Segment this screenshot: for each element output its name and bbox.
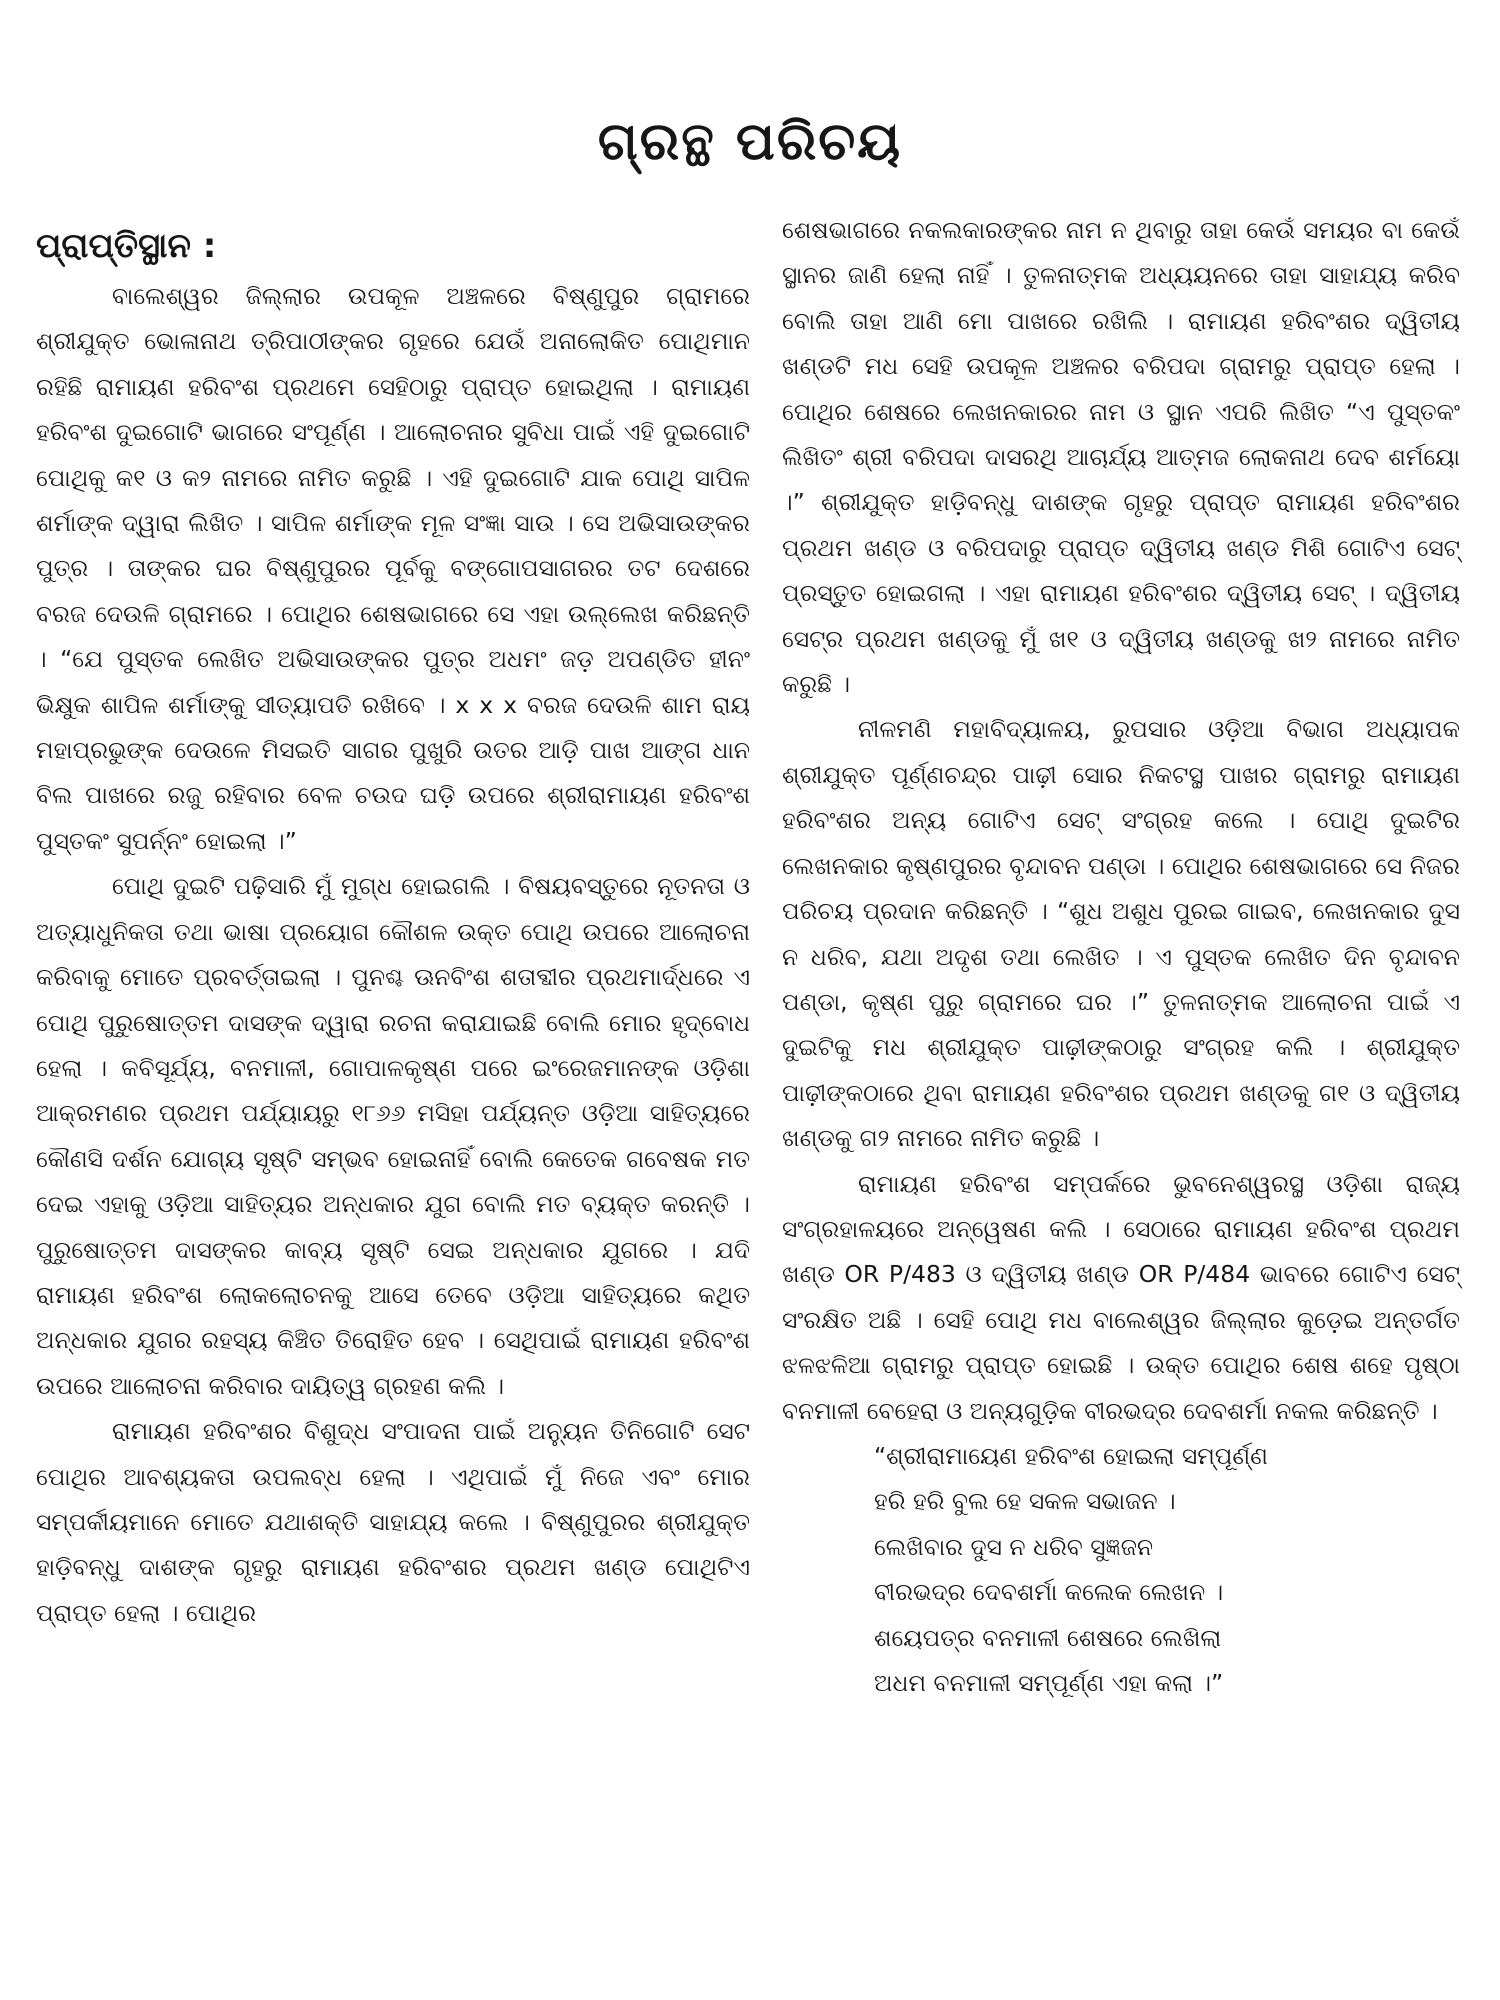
paragraph-third-set: ନୀଳମଣି ମହାବିଦ୍ୟାଳୟ, ରୁପସାର ଓଡ଼ିଆ ବିଭାଗ ଅଧ୍ୟାପକ ଶ୍ରୀଯୁକ୍ତ ପୂର୍ଣ୍ଣଚନ୍ଦ୍ର ପାଢ଼ୀ ସୋର ନିକଟସ୍ଥ ପାଖର ଗ୍ରାମରୁ ରାମାୟଣ ହରିବଂଶର ଅନ୍ୟ ଗୋଟିଏ ସେଟ୍ ସଂଗ୍ରହ କଲେ । ପୋଥି ଦୁଇଟିର ଲେଖନକାର କୃଷ୍ଣପୁରର ବୃନ୍ଦାବନ ପଣ୍ଡା । ପୋଥିର ଶେଷଭାଗରେ ସେ ନିଜର ପରିଚୟ ପ୍ରଦାନ କରିଛନ୍ତି । “ଶୁଧ ଅଶୁଧ ପୁରଇ ଗାଇବ, ଲେଖନକାର ଦୁସ ନ ଧରିବ, ଯଥା ଅଦୃଶ ତଥା ଲେଖିତ । ଏ ପୁସ୍ତକ ଲେଖିତ ଦିନ ବୃନ୍ଦାବନ ପଣ୍ଡା, କୃଷ୍ଣ ପୁରୁ ଗ୍ରାମରେ ଘର ।” ତୁଳନାତ୍ମକ ଆଲୋଚନା ପାଇଁ ଏ ଦୁଇଟିକୁ ମଧ ଶ୍ରୀଯୁକ୍ତ ପାଢ଼ୀଙ୍କଠାରୁ ସଂଗ୍ରହ କଲି । ଶ୍ରୀଯୁକ୍ତ ପାଢ଼ୀଙ୍କଠାରେ ଥିବା ରାମାୟଣ ହରିବଂଶର ପ୍ରଥମ ଖଣ୍ଡକୁ ଗ୧ ଓ ଦ୍ୱିତୀୟ ଖଣ୍ଡକୁ ଗ୨ ନାମରେ ନାମିତ କରୁଛି । bbox=[782, 715, 1460, 1153]
paragraph-motivation: ପୋଥି ଦୁଇଟି ପଢ଼ିସାରି ମୁଁ ମୁଗ୍ଧ ହୋଇଗଲି । ବିଷୟବସ୍ତୁରେ ନୂତନତା ଓ ଅତ୍ୟାଧୁନିକତା ତଥା ଭାଷା ପ୍ରୟୋଗ କୌଶଳ ଉକ୍ତ ପୋଥି ଉପରେ ଆଲୋଚନା କରିବାକୁ ମୋତେ ପ୍ରବର୍ତ୍ତାଇଲା । ପୁନଶ୍ଚ ଊନବିଂଶ ଶତାବ୍ଦୀର ପ୍ରଥମାର୍ଦ୍ଧରେ ଏ ପୋଥି ପୁରୁଷୋତ୍ତମ ଦାସଙ୍କ ଦ୍ୱାରା ରଚନା କରାଯାଇଛି ବୋଲି ମୋର ହୃଦ୍‌ବୋଧ ହେଲା । କବିସୂର୍ଯ୍ୟ, ବନମାଳୀ, ଗୋପାଳକୃଷ୍ଣ ପରେ ଇଂରେଜମାନଙ୍କ ଓଡ଼ିଶା ଆକ୍ରମଣର ପ୍ରଥମ ପର୍ଯ୍ୟାୟରୁ ୧୮୬୬ ମସିହା ପର୍ଯ୍ୟନ୍ତ ଓଡ଼ିଆ ସାହିତ୍ୟରେ କୌଣସି ଦର୍ଶନ ଯୋଗ୍ୟ ସୃଷ୍ଟି ସମ୍ଭବ ହୋଇନାହିଁ ବୋଲି କେତେକ ଗବେଷକ ମତ ଦେଇ ଏହାକୁ ଓଡ଼ିଆ ସାହିତ୍ୟର ଅନ୍ଧକାର ଯୁଗ ବୋଲି ମତ ବ୍ୟକ୍ତ କରନ୍ତି । ପୁରୁଷୋତ୍ତମ ଦାସଙ୍କର କାବ୍ୟ ସୃଷ୍ଟି ସେଇ ଅନ୍ଧକାର ଯୁଗରେ । ଯଦି ରାମାୟଣ ହରିବଂଶ ଲୋକଲୋଚନକୁ ଆସେ ତେବେ ଓଡ଼ିଆ ସାହିତ୍ୟରେ କଥିତ ଅନ୍ଧକାର ଯୁଗର ରହସ୍ୟ କିଞ୍ଚିତ ତିରୋହିତ ହେବ । ସେଥିପାଇଁ ରାମାୟଣ ହରିବଂଶ ଉପରେ ଆଲୋଚନା କରିବାର ଦାୟିତ୍ୱ ଗ୍ରହଣ କଲି । bbox=[36, 872, 750, 1400]
verse-line: ବୀରଭଦ୍ର ଦେବଶର୍ମା କଲେକ ଲେଖନ । bbox=[874, 1578, 1224, 1607]
section-heading: ପ୍ରାପ୍ତିସ୍ଥାନ : bbox=[36, 226, 217, 266]
verse-line: ଅଧମ ବନମାଳୀ ସମ୍ପୂର୍ଣ୍ଣ ଏହା କଲା ।” bbox=[874, 1669, 1224, 1697]
verse-line: ଶୟେପତ୍ର ବନମାଳୀ ଶେଷରେ ଲେଖିଲା bbox=[874, 1623, 1222, 1652]
colophon-verse bbox=[874, 1434, 1460, 1706]
paragraph-state-museum: ରାମାୟଣ ହରିବଂଶ ସମ୍ପର୍କରେ ଭୁବନେଶ୍ୱରସ୍ଥ ଓଡ଼ିଶା ରାଜ୍ୟ ସଂଗ୍ରହାଳୟରେ ଅନ୍ୱେଷଣ କଲି । ସେଠାରେ ରାମାୟଣ ହରିବଂଶ ପ୍ରଥମ ଖଣ୍ଡ OR P/483 ଓ ଦ୍ୱିତୀୟ ଖଣ୍ଡ OR P/484 ଭାବରେ ଗୋଟିଏ ସେଟ୍ ସଂରକ୍ଷିତ ଅଛି । ସେହି ପୋଥି ମଧ ବାଲେଶ୍ୱର ଜିଲ୍ଲାର କୁଡ଼େଇ ଅନ୍ତର୍ଗତ ଝଳଝଳିଆ ଗ୍ରାମରୁ ପ୍ରାପ୍ତ ହୋଇଛି । ଉକ୍ତ ପୋଥିର ଶେଷ ଶହେ ପୃଷ୍ଠା ବନମାଳୀ ବେହେରା ଓ ଅନ୍ୟଗୁଡ଼ିକ ବୀରଭଦ୍ର ଦେବଶର୍ମା ନକଲ କରିଛନ୍ତି । bbox=[782, 1169, 1460, 1425]
paragraph-continued: ଶେଷଭାଗରେ ନକଲକାରଙ୍କର ନାମ ନ ଥିବାରୁ ତାହା କେଉଁ ସମୟର ବା କେଉଁ ସ୍ଥାନର ଜାଣି ହେଲା ନାହିଁ । ତୁଳନାତ୍ମକ ଅଧ୍ୟୟନରେ ତାହା ସାହାଯ୍ୟ କରିବ ବୋଲି ତାହା ଆଣି ମୋ ପାଖରେ ରଖିଲି । ରାମାୟଣ ହରିବଂଶର ଦ୍ୱିତୀୟ ଖଣ୍ଡଟି ମଧ ସେହି ଉପକୂଳ ଅଞ୍ଚଳର ବରିପଦା ଗ୍ରାମରୁ ପ୍ରାପ୍ତ ହେଲା । ପୋଥିର ଶେଷରେ ଲେଖନକାରର ନାମ ଓ ସ୍ଥାନ ଏପରି ଲିଖିତ “ଏ ପୁସ୍ତକଂ ଲିଖିତଂ ଶ୍ରୀ ବରିପଦା ଦାସରଥି ଆଚାର୍ଯ୍ୟ ଆତ୍ମଜ ଲୋକନାଥ ଦେବ ଶର୍ମୟୋ ।” ଶ୍ରୀଯୁକ୍ତ ହାଡ଼ିବନ୍ଧୁ ଦାଶଙ୍କ ଗୃହରୁ ପ୍ରାପ୍ତ ରାମାୟଣ ହରିବଂଶର ପ୍ରଥମ ଖଣ୍ଡ ଓ ବରିପଦାରୁ ପ୍ରାପ୍ତ ଦ୍ୱିତୀୟ ଖଣ୍ଡ ମିଶି ଗୋଟିଏ ସେଟ୍ ପ୍ରସ୍ତୁତ ହୋଇଗଲା । ଏହା ରାମାୟଣ ହରିବଂଶର ଦ୍ୱିତୀୟ ସେଟ୍ । ଦ୍ୱିତୀୟ ସେଟ୍‌ର ପ୍ରଥମ ଖଣ୍ଡକୁ ମୁଁ ଖ୧ ଓ ଦ୍ୱିତୀୟ ଖଣ୍ଡକୁ ଖ୨ ନାମରେ ନାମିତ କରୁଛି । bbox=[782, 216, 1460, 699]
paragraph-manuscript-sets: ରାମାୟଣ ହରିବଂଶର ବିଶୁଦ୍ଧ ସଂପାଦନା ପାଇଁ ଅନ୍ୟୁନ ତିନିଗୋଟି ସେଟ ପୋଥିର ଆବଶ୍ୟକତା ଉପଲବ୍ଧ ହେଲା । ଏଥିପାଇଁ ମୁଁ ନିଜେ ଏବଂ ମୋର ସମ୍ପର୍କୀୟମାନେ ମୋତେ ଯଥାଶକ୍ତି ସାହାଯ୍ୟ କଲେ । ବିଷ୍ଣୁପୁରର ଶ୍ରୀଯୁକ୍ତ ହାଡ଼ିବନ୍ଧୁ ଦାଶଙ୍କ ଗୃହରୁ ରାମାୟଣ ହରିବଂଶର ପ୍ରଥମ ଖଣ୍ଡ ପୋଥିଟିଏ ପ୍ରାପ୍ତ ହେଲା । ପୋଥିର bbox=[36, 1417, 750, 1627]
verse-line: ଲେଖିବାର ଦୁସ ନ ଧରିବ ସୁଜ୍ଞଜନ bbox=[874, 1532, 1154, 1561]
verse-line: “ଶ୍ରୀରାମାୟେଣ ହରିବଂଶ ହୋଇଲା ସମ୍ପୂର୍ଣ୍ଣ bbox=[874, 1441, 1268, 1470]
left-column bbox=[36, 208, 750, 1636]
page-title: ଗ୍ରନ୍ଥ ପରିଚୟ bbox=[597, 112, 903, 172]
right-column bbox=[782, 208, 1460, 1706]
verse-line: ହରି ହରି ବୁଲ ହେ ସକଳ ସଭାଜନ । bbox=[874, 1487, 1176, 1516]
paragraph-source-location: ବାଲେଶ୍ୱର ଜିଲ୍ଲାର ଉପକୂଳ ଅଞ୍ଚଳରେ ବିଷ୍ଣୁପୁର ଗ୍ରାମରେ ଶ୍ରୀଯୁକ୍ତ ଭୋଳାନାଥ ତ୍ରିପାଠୀଙ୍କର ଗୃହରେ ଯେଉଁ ଅନାଲୋକିତ ପୋଥିମାନ ରହିଛି ରାମାୟଣ ହରିବଂଶ ପ୍ରଥମେ ସେହିଠାରୁ ପ୍ରାପ୍ତ ହୋଇଥିଲା । ରାମାୟଣ ହରିବଂଶ ଦୁଇଗୋଟି ଭାଗରେ ସଂପୂର୍ଣ୍ଣ । ଆଲୋଚନାର ସୁବିଧା ପାଇଁ ଏହି ଦୁଇଗୋଟି ପୋଥିକୁ କ୧ ଓ କ୨ ନାମରେ ନାମିତ କରୁଛି । ଏହି ଦୁଇଗୋଟି ଯାକ ପୋଥି ସାପିଳ ଶର୍ମାଙ୍କ ଦ୍ୱାରା ଲିଖିତ । ସାପିଳ ଶର୍ମାଙ୍କ ମୂଳ ସଂଜ୍ଞା ସାଉ । ସେ ଅଭିସାଉଙ୍କର ପୁତ୍ର । ତାଙ୍କର ଘର ବିଷ୍ଣୁପୁରର ପୂର୍ବକୁ ବଙ୍ଗୋପସାଗରର ତଟ ଦେଶରେ ବରଜ ଦେଉଳି ଗ୍ରାମରେ । ପୋଥିର ଶେଷଭାଗରେ ସେ ଏହା ଉଲ୍ଲେଖ କରିଛନ୍ତି । “ଯେ ପୁସ୍ତକ ଲେଖିତ ଅଭିସାଉଙ୍କର ପୁତ୍ର ଅଧମଂ ଜଡ଼ ଅପଣ୍ଡିତ ହୀନଂ ଭିକ୍ଷୁକ ଶାପିଳ ଶର୍ମାଙ୍କୁ ସୀତ୍ୟାପତି ରଖିବେ । x x x ବରଜ ଦେଉଳି ଶାମ ରାୟ ମହାପ୍ରଭୁଙ୍କ ଦେଉଳେ ମିସଇତି ସାଗର ପୁଖୁରି ଉତର ଆଡ଼ି ପାଖ ଆଙ୍ଗ ଧାନ ବିଲ ପାଖରେ ରଜୁ ରହିବାର ବେଳ ଚଉଦ ଘଡ଼ି ଉପରେ ଶ୍ରୀରାମାୟଣ ହରିବଂଶ ପୁସ୍ତକଂ ସୁପର୍ନ୍ନଂ ହୋଇଲା ।” bbox=[36, 282, 750, 855]
